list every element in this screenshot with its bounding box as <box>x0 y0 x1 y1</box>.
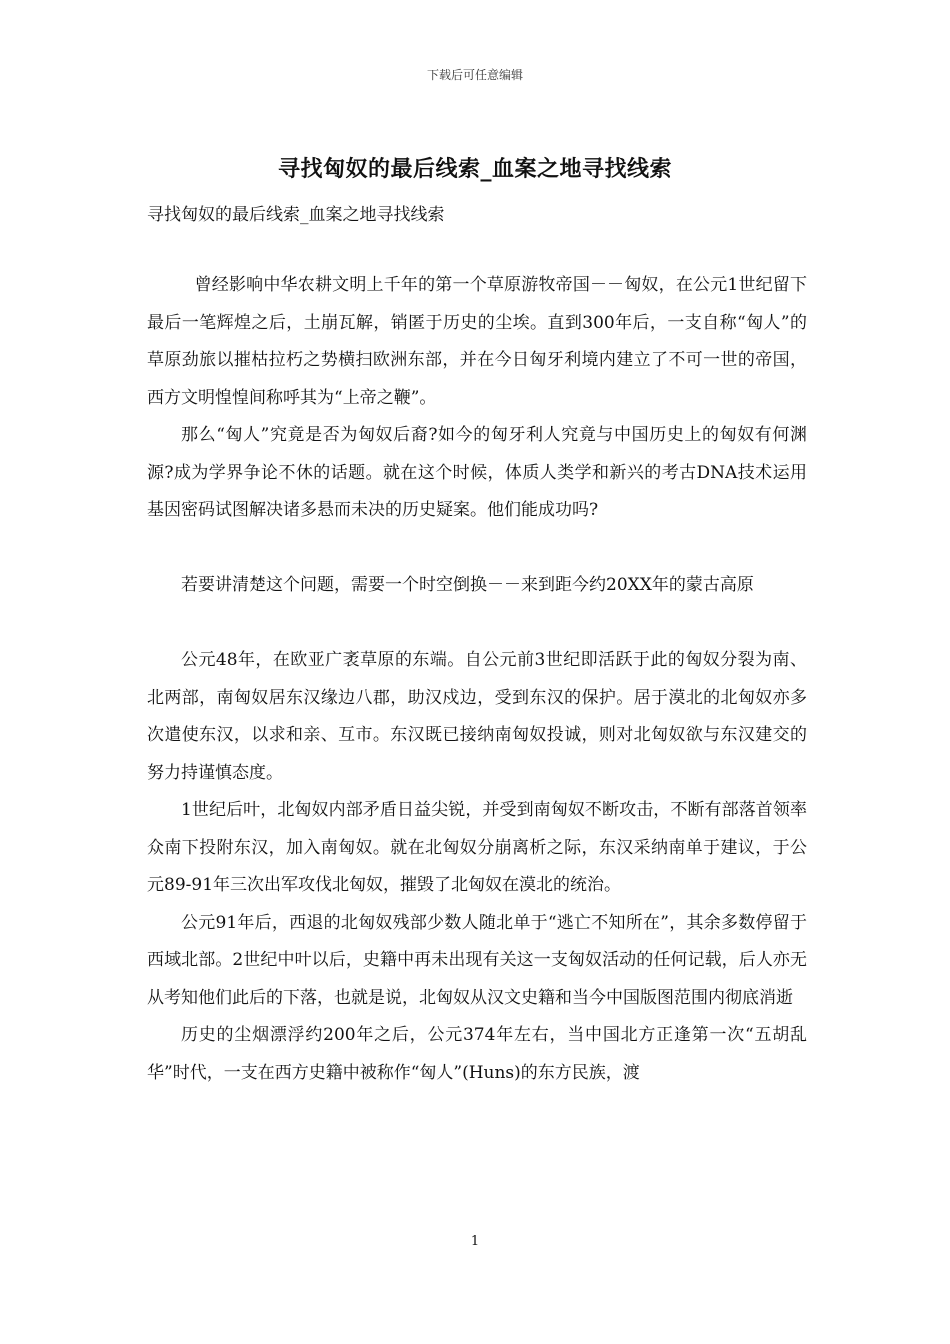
paragraph-2: 那么“匈人”究竟是否为匈奴后裔?如今的匈牙利人究竟与中国历史上的匈奴有何渊源?成为学界争论不休的话题。就在这个时候，体质人类学和新兴的考古DNA技术运用基因密码试图解决诸多悬而未决的历史疑案。他们能成功吗? <box>147 425 807 520</box>
document-subtitle: 寻找匈奴的最后线索_血案之地寻找线索 <box>147 205 445 225</box>
paragraph-4: 公元48年，在欧亚广袤草原的东端。自公元前3世纪即活跃于此的匈奴分裂为南、北两部，南匈奴居东汉缘边八郡，助汉戍边，受到东汉的保护。居于漠北的北匈奴亦多次遣使东汉，以求和亲、互市。东汉既已接纳南匈奴投诚，则对北匈奴欲与东汉建交的努力持谨慎态度。 <box>147 650 807 783</box>
page-header-note: 下载后可任意编辑 <box>426 68 523 82</box>
paragraph-5: 1世纪后叶，北匈奴内部矛盾日益尖锐，并受到南匈奴不断攻击，不断有部落首领率众南下投附东汉，加入南匈奴。就在北匈奴分崩离析之际，东汉采纳南单于建议，于公元89-91年三次出军攻伐北匈奴，摧毁了北匈奴在漠北的统治。 <box>147 800 807 895</box>
paragraph-6: 公元91年后，西退的北匈奴残部少数人随北单于“逃亡不知所在”，其余多数停留于西域北部。2世纪中叶以后，史籍中再未出现有关这一支匈奴活动的任何记载，后人亦无从考知他们此后的下落，也就是说，北匈奴从汉文史籍和当今中国版图范围内彻底消逝 <box>147 912 807 1008</box>
document-title: 寻找匈奴的最后线索_血案之地寻找线索 <box>277 156 672 182</box>
paragraph-1: 曾经影响中华农耕文明上千年的第一个草原游牧帝国－－匈奴，在公元1世纪留下最后一笔辉煌之后，土崩瓦解，销匿于历史的尘埃。直到300年后，一支自称“匈人”的草原劲旅以摧枯拉朽之势横扫欧洲东部，并在今日匈牙利境内建立了不可一世的帝国，西方文明惶惶间称呼其为“上帝之鞭”。 <box>147 275 807 408</box>
page-number: 1 <box>470 1234 480 1249</box>
paragraph-3: 若要讲清楚这个问题，需要一个时空倒换－－来到距今约20XX年的蒙古高原 <box>181 575 754 595</box>
document-body <box>147 267 807 1092</box>
paragraph-7: 历史的尘烟漂浮约200年之后，公元374年左右，当中国北方正逢第一次“五胡乱华”时代，一支在西方史籍中被称作“匈人”(Huns)的东方民族，渡 <box>147 1025 807 1083</box>
